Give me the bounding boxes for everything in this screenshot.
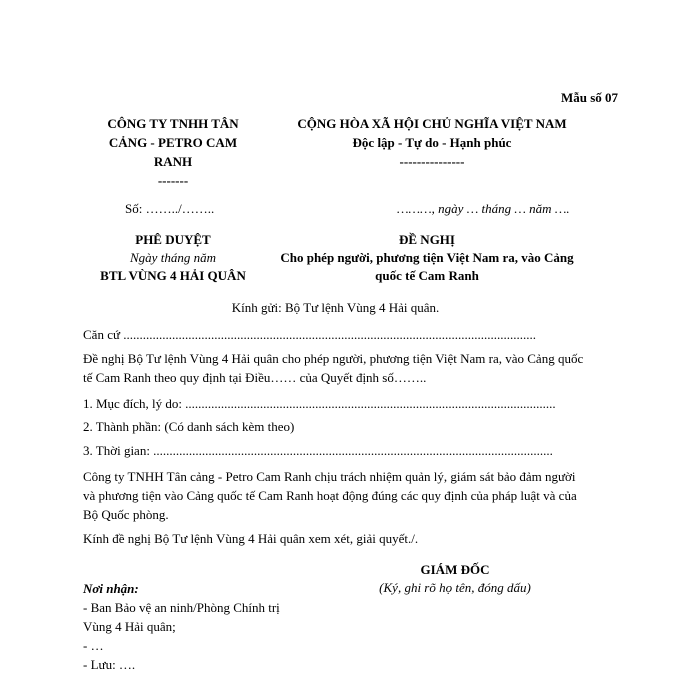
recipient-line: - Lưu: …. [83,657,136,672]
body-paragraph: Đề nghị Bộ Tư lệnh Vùng 4 Hải quân cho phép người, phương tiện Việt Nam ra, vào Cảng quốc tế Cam Ranh theo quy định tại Điều…… của Quyết định số…….. [83,351,584,385]
document-number: Số: ……../…….. [125,201,215,216]
form-number: Mẫu số 07 [560,90,618,105]
signature-block [345,561,565,597]
recipient-line: - Ban Bảo vệ an ninh/Phòng Chính trị [83,600,280,615]
item-purpose: 1. Mục đích, lý do: .................................................................................................................. [83,396,556,411]
request-block [262,231,592,285]
responsibility-paragraph: Công ty TNHH Tân cảng - Petro Cam Ranh chịu trách nhiệm quản lý, giám sát bảo đảm người và phương tiện vào Cảng quốc tế Cam Ranh hoạt động đúng các quy định của pháp luật và của Bộ Quốc phòng. [83,469,577,522]
basis-line: Căn cứ ............................................................................................................................... [83,327,537,342]
signature-title: GIÁM ĐỐC [420,562,490,577]
national-title: CỘNG HÒA XÃ HỘI CHỦ NGHĨA VIỆT NAM [297,116,567,131]
approval-title: PHÊ DUYỆT [135,232,211,247]
request-title: ĐỀ NGHỊ [399,232,455,247]
approval-date: Ngày tháng năm [130,250,216,265]
item-members: 2. Thành phần: (Có danh sách kèm theo) [83,419,295,434]
addressee: Kính gửi: Bộ Tư lệnh Vùng 4 Hải quân. [231,300,440,315]
request-subject-line-1: Cho phép người, phương tiện Việt Nam ra, vào Cảng [280,250,574,265]
place-date: ………, ngày … tháng … năm …. [397,201,570,216]
recipient-line: Vùng 4 Hải quân; [83,619,176,634]
company-name-line-1: CÔNG TY TNHH TÂN [107,116,239,131]
company-name-line-3: RANH [153,154,193,169]
national-header [272,114,592,171]
closing-request: Kính đề nghị Bộ Tư lệnh Vùng 4 Hải quân xem xét, giải quyết./. [83,531,419,546]
approval-block [88,231,258,285]
company-divider: ------- [157,173,189,188]
national-motto: Độc lập - Tự do - Hạnh phúc [352,135,512,150]
approval-authority: BTL VÙNG 4 HẢI QUÂN [100,268,246,283]
national-divider: --------------- [399,154,465,169]
recipients-title: Nơi nhận: [83,581,139,596]
signature-note: (Ký, ghi rõ họ tên, đóng dấu) [379,580,531,595]
item-time: 3. Thời gian: ........................................................................................................................... [83,443,553,458]
request-subject-line-2: quốc tế Cam Ranh [375,268,479,283]
recipient-line: - … [83,638,104,653]
company-name-line-2: CẢNG - PETRO CAM [108,135,238,150]
company-header [88,114,258,190]
recipients-block [83,579,280,674]
